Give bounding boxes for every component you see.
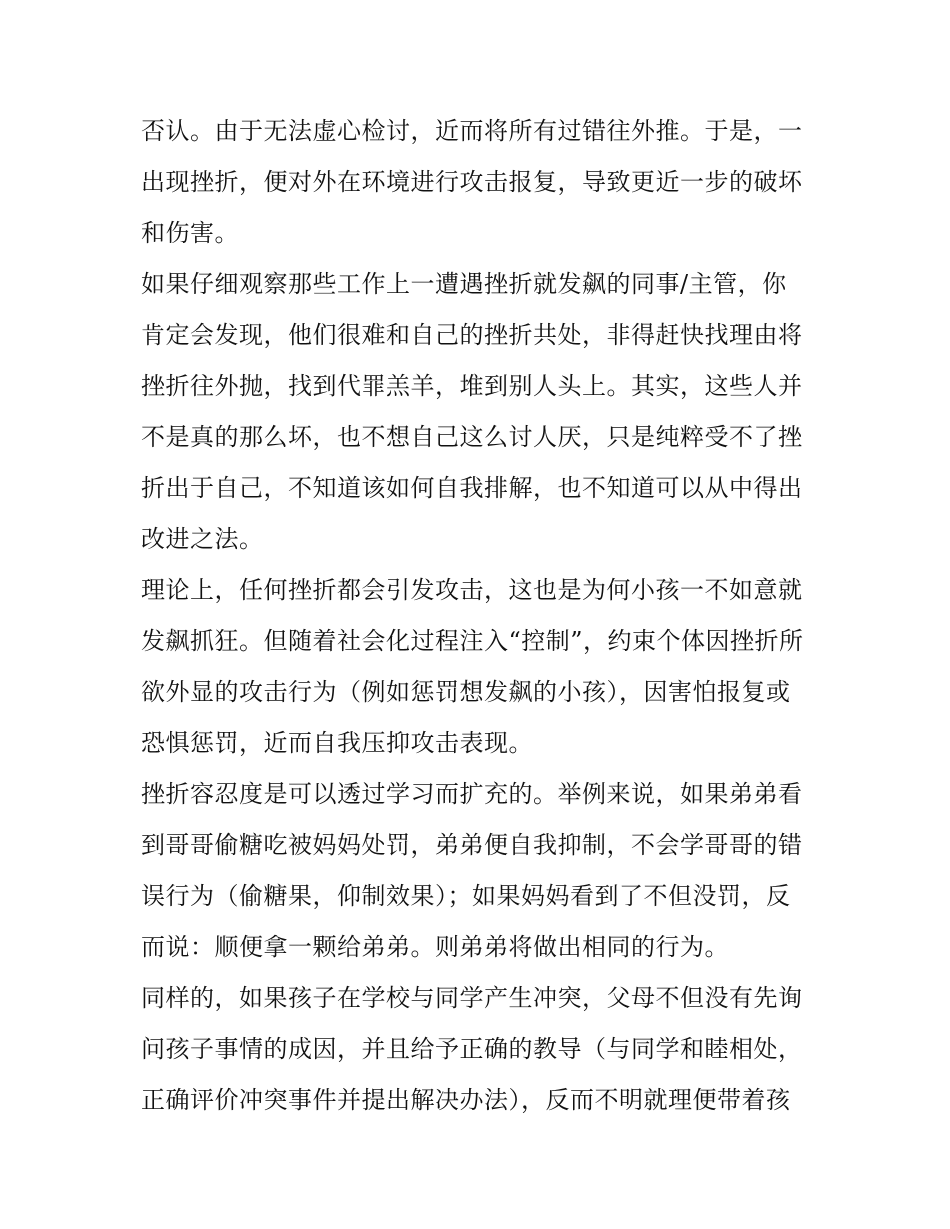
text-line: 到哥哥偷糖吃被妈妈处罚，弟弟便自我抑制，不会学哥哥的错	[141, 831, 803, 859]
text-line: 肯定会发现，他们很难和自己的挫折共处，非得赶快找理由将	[141, 321, 803, 349]
paragraph-1	[141, 106, 817, 259]
text-line: 折出于自己，不知道该如何自我排解，也不知道可以从中得出	[141, 474, 803, 502]
text-line: 而说：顺便拿一颗给弟弟。则弟弟将做出相同的行为。	[141, 933, 729, 961]
paragraph-2	[141, 259, 817, 565]
text-line: 改进之法。	[141, 525, 264, 553]
paragraph-3	[141, 565, 817, 769]
text-line: 同样的，如果孩子在学校与同学产生冲突，父母不但没有先询	[141, 984, 803, 1012]
text-line: 恐惧惩罚，近而自我压抑攻击表现。	[141, 729, 533, 757]
text-line: 如果仔细观察那些工作上一遭遇挫折就发飙的同事/主管，你	[141, 270, 787, 298]
text-line: 问孩子事情的成因，并且给予正确的教导（与同学和睦相处，	[141, 1035, 803, 1063]
text-line: 理论上，任何挫折都会引发攻击，这也是为何小孩一不如意就	[141, 576, 803, 604]
text-line: 不是真的那么坏，也不想自己这么讨人厌，只是纯粹受不了挫	[141, 423, 803, 451]
text-line: 挫折往外抛，找到代罪羔羊，堆到别人头上。其实，这些人并	[141, 372, 803, 400]
text-line: 发飙抓狂。但随着社会化过程注入“控制”，约束个体因挫折所	[141, 627, 804, 655]
body-text	[141, 106, 817, 1126]
paragraph-4	[141, 769, 817, 973]
text-line: 和伤害。	[141, 219, 239, 247]
text-line: 挫折容忍度是可以透过学习而扩充的。举例来说，如果弟弟看	[141, 780, 803, 808]
text-line: 正确评价冲突事件并提出解决办法），反而不明就理便带着孩	[141, 1086, 791, 1114]
text-line: 误行为（偷糖果，仰制效果）；如果妈妈看到了不但没罚，反	[141, 882, 791, 910]
text-line: 出现挫折，便对外在环境进行攻击报复，导致更近一步的破坏	[141, 168, 803, 196]
paragraph-5	[141, 973, 817, 1126]
text-line: 欲外显的攻击行为（例如惩罚想发飙的小孩），因害怕报复或	[141, 678, 791, 706]
text-line: 否认。由于无法虚心检讨，近而将所有过错往外推。于是，一	[141, 117, 803, 145]
